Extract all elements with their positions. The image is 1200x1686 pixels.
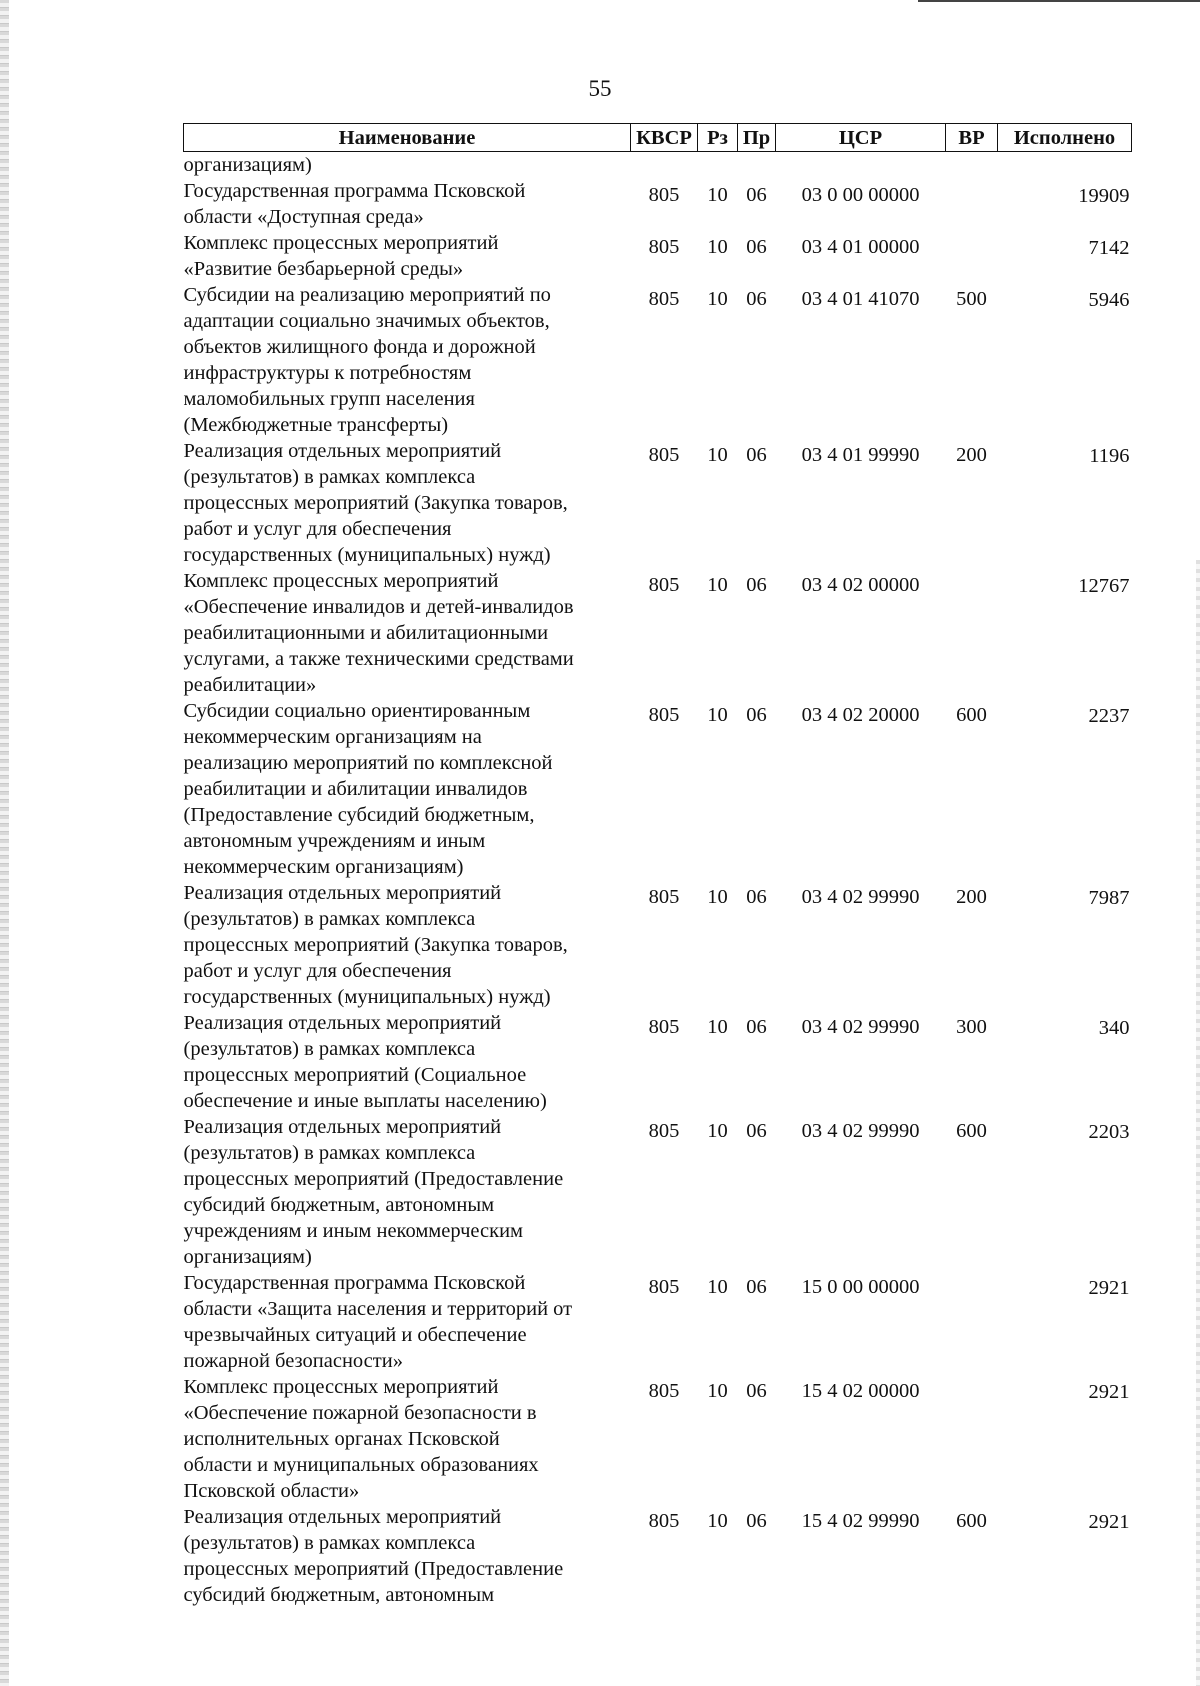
cell-name-line: процессных мероприятий (Предоставление [183, 1558, 564, 1580]
cell-vr [946, 1270, 998, 1374]
cell-name-line: процессных мероприятий (Предоставление [183, 1168, 564, 1190]
cell-vr [946, 1374, 998, 1504]
cell-name-line: государственных (муниципальных) нужд) [183, 544, 551, 566]
cell-name-line: учреждениям и иным некоммерческим [183, 1220, 524, 1242]
cell-name-line: реабилитации» [183, 674, 317, 696]
cell-rz: 10 [707, 444, 728, 466]
cell-name-line: организациям) [183, 1246, 312, 1268]
cell-kvsr: 805 [648, 288, 680, 310]
cell-executed: 2921 [1088, 1277, 1130, 1299]
cell-name-line: объектов жилищного фонда и дорожной [183, 336, 536, 358]
cell-csr: 03 4 02 20000 [801, 704, 920, 726]
cell-name-line: (результатов) в рамках комплекса [183, 1142, 476, 1164]
cell-name-line: реабилитационными и абилитационными [183, 622, 549, 644]
cell-kvsr: 805 [648, 236, 680, 258]
cell-name-line: реализацию мероприятий по комплексной [183, 752, 553, 774]
table-row [184, 1374, 1132, 1504]
cell-csr: 03 4 01 99990 [801, 444, 920, 466]
header-kvsr: КВСР [631, 124, 698, 152]
cell-rz: 10 [707, 574, 728, 596]
cell-name-line: пожарной безопасности» [183, 1350, 403, 1372]
cell-name-line: «Развитие безбарьерной среды» [183, 258, 464, 280]
cell-executed: 2921 [1088, 1511, 1130, 1533]
cell-vr: 600 [956, 1510, 987, 1532]
cell-name-line: адаптации социально значимых объектов, [183, 310, 550, 332]
cell-name-line: Реализация отдельных мероприятий [183, 1116, 502, 1138]
cell-kvsr: 805 [648, 1120, 680, 1142]
cell-executed: 7987 [1088, 887, 1130, 909]
header-csr: ЦСР [776, 124, 946, 152]
cell-pr: 06 [746, 444, 767, 466]
cell-executed: 1196 [1089, 445, 1130, 467]
cell-name-line: (результатов) в рамках комплекса [183, 908, 476, 930]
table-row [184, 230, 1132, 282]
cell-csr: 03 4 02 99990 [801, 886, 920, 908]
table-row [184, 880, 1132, 1010]
cell-kvsr: 805 [648, 444, 680, 466]
cell-rz: 10 [707, 886, 728, 908]
cell-name [184, 152, 631, 179]
cell-pr: 06 [746, 886, 767, 908]
cell-name-line: некоммерческим организациям) [183, 856, 464, 878]
cell-vr: 300 [956, 1016, 987, 1038]
cell-name-line: (Предоставление субсидий бюджетным, [183, 804, 535, 826]
cell-name-line: чрезвычайных ситуаций и обеспечение [183, 1324, 527, 1346]
cell-name-line: маломобильных групп населения [183, 388, 475, 410]
cell-name [184, 178, 631, 230]
cell-name-line: субсидий бюджетным, автономным [183, 1584, 495, 1606]
cell-executed [998, 152, 1132, 179]
cell-vr: 500 [956, 288, 987, 310]
cell-name [184, 880, 631, 1010]
cell-name [184, 230, 631, 282]
table-row [184, 1270, 1132, 1374]
cell-rz: 10 [707, 288, 728, 310]
cell-name-line: процессных мероприятий (Закупка товаров, [183, 934, 568, 956]
cell-name-line: Реализация отдельных мероприятий [183, 440, 502, 462]
cell-executed: 12767 [1078, 575, 1130, 597]
cell-name-line: исполнительных органах Псковской [183, 1428, 500, 1450]
cell-name-line: Псковской области» [183, 1480, 360, 1502]
cell-name [184, 282, 631, 438]
cell-rz: 10 [707, 1510, 728, 1532]
cell-name-line: Государственная программа Псковской [183, 180, 526, 202]
cell-executed: 2921 [1088, 1381, 1130, 1403]
cell-executed: 19909 [1078, 185, 1130, 207]
cell-name-line: Комплекс процессных мероприятий [183, 1376, 499, 1398]
table-row [184, 1114, 1132, 1270]
cell-vr: 600 [956, 1120, 987, 1142]
cell-kvsr: 805 [648, 704, 680, 726]
cell-rz: 10 [707, 184, 728, 206]
cell-name-line: (результатов) в рамках комплекса [183, 1038, 476, 1060]
cell-name [184, 1374, 631, 1504]
header-executed: Исполнено [998, 124, 1132, 152]
cell-csr: 15 4 02 99990 [801, 1510, 920, 1532]
table-row [184, 282, 1132, 438]
cell-csr: 03 4 02 99990 [801, 1016, 920, 1038]
cell-rz [698, 152, 738, 179]
table-row [184, 698, 1132, 880]
cell-pr: 06 [746, 288, 767, 310]
header-rz: Рз [698, 124, 738, 152]
cell-name-line: услугами, а также техническими средствами [183, 648, 574, 670]
cell-name-line: работ и услуг для обеспечения [183, 960, 452, 982]
cell-name-line: организациям) [183, 154, 312, 176]
cell-name-line: области «Доступная среда» [183, 206, 424, 228]
table-row [184, 1504, 1132, 1608]
cell-pr [738, 152, 776, 179]
cell-pr: 06 [746, 1276, 767, 1298]
cell-name-line: реабилитации и абилитации инвалидов [183, 778, 528, 800]
cell-vr [946, 230, 998, 282]
cell-executed: 5946 [1088, 289, 1130, 311]
cell-name-line: «Обеспечение инвалидов и детей-инвалидов [183, 596, 574, 618]
cell-kvsr: 805 [648, 574, 680, 596]
cell-kvsr [631, 152, 698, 179]
cell-name-line: Субсидии социально ориентированным [183, 700, 531, 722]
cell-csr: 03 4 02 00000 [801, 574, 920, 596]
cell-kvsr: 805 [648, 184, 680, 206]
cell-executed: 2203 [1088, 1121, 1130, 1143]
cell-name-line: (результатов) в рамках комплекса [183, 1532, 476, 1554]
cell-pr: 06 [746, 1510, 767, 1532]
cell-name-line: работ и услуг для обеспечения [183, 518, 452, 540]
cell-name-line: субсидий бюджетным, автономным [183, 1194, 495, 1216]
cell-kvsr: 805 [648, 1510, 680, 1532]
scan-edge-top [918, 0, 1200, 2]
cell-name-line: области и муниципальных образованиях [183, 1454, 539, 1476]
cell-rz: 10 [707, 1276, 728, 1298]
table-row [184, 152, 1132, 179]
cell-name-line: Комплекс процессных мероприятий [183, 232, 499, 254]
cell-name-line: (результатов) в рамках комплекса [183, 466, 476, 488]
cell-csr: 03 0 00 00000 [801, 184, 920, 206]
cell-name [184, 1010, 631, 1114]
budget-table [183, 123, 1132, 1608]
cell-name-line: Государственная программа Псковской [183, 1272, 526, 1294]
cell-pr: 06 [746, 704, 767, 726]
cell-name-line: процессных мероприятий (Социальное [183, 1064, 527, 1086]
cell-name-line: государственных (муниципальных) нужд) [183, 986, 551, 1008]
cell-rz: 10 [707, 704, 728, 726]
cell-executed: 2237 [1088, 705, 1130, 727]
cell-name-line: Реализация отдельных мероприятий [183, 882, 502, 904]
cell-rz: 10 [707, 1380, 728, 1402]
cell-pr: 06 [746, 1120, 767, 1142]
table-row [184, 1010, 1132, 1114]
cell-pr: 06 [746, 574, 767, 596]
cell-name-line: «Обеспечение пожарной безопасности в [183, 1402, 537, 1424]
cell-name [184, 698, 631, 880]
cell-pr: 06 [746, 1380, 767, 1402]
cell-executed: 340 [1098, 1017, 1130, 1039]
cell-csr: 03 4 01 41070 [801, 288, 920, 310]
cell-rz: 10 [707, 1016, 728, 1038]
cell-vr: 600 [956, 704, 987, 726]
cell-rz: 10 [707, 236, 728, 258]
cell-name [184, 438, 631, 568]
cell-csr [776, 152, 946, 179]
cell-vr [946, 152, 998, 179]
cell-name-line: Реализация отдельных мероприятий [183, 1506, 502, 1528]
cell-executed: 7142 [1088, 237, 1130, 259]
cell-vr: 200 [956, 886, 987, 908]
cell-kvsr: 805 [648, 886, 680, 908]
header-vr: ВР [946, 124, 998, 152]
table-row [184, 178, 1132, 230]
cell-pr: 06 [746, 184, 767, 206]
table-row [184, 438, 1132, 568]
cell-name [184, 568, 631, 698]
header-name: Наименование [184, 124, 631, 152]
table-header-row [184, 124, 1132, 152]
cell-name-line: области «Защита населения и территорий от [183, 1298, 573, 1320]
cell-name-line: Реализация отдельных мероприятий [183, 1012, 502, 1034]
cell-pr: 06 [746, 1016, 767, 1038]
cell-kvsr: 805 [648, 1380, 680, 1402]
table-body [184, 152, 1132, 1609]
page-number: 55 [588, 76, 612, 101]
header-pr: Пр [738, 124, 776, 152]
cell-csr: 03 4 01 00000 [801, 236, 920, 258]
cell-name-line: автономным учреждениям и иным [183, 830, 486, 852]
cell-name-line: инфраструктуры к потребностям [183, 362, 472, 384]
cell-csr: 15 0 00 00000 [801, 1276, 920, 1298]
cell-name-line: процессных мероприятий (Закупка товаров, [183, 492, 568, 514]
cell-kvsr: 805 [648, 1016, 680, 1038]
cell-name-line: некоммерческим организациям на [183, 726, 482, 748]
cell-vr [946, 178, 998, 230]
table-row [184, 568, 1132, 698]
cell-name-line: Субсидии на реализацию мероприятий по [183, 284, 551, 306]
cell-name [184, 1504, 631, 1608]
cell-kvsr: 805 [648, 1276, 680, 1298]
cell-csr: 03 4 02 99990 [801, 1120, 920, 1142]
cell-name-line: (Межбюджетные трансферты) [183, 414, 449, 436]
cell-name [184, 1270, 631, 1374]
cell-csr: 15 4 02 00000 [801, 1380, 920, 1402]
cell-name-line: Комплекс процессных мероприятий [183, 570, 499, 592]
scan-edge-left [0, 0, 9, 1686]
cell-vr: 200 [956, 444, 987, 466]
cell-pr: 06 [746, 236, 767, 258]
cell-rz: 10 [707, 1120, 728, 1142]
cell-name [184, 1114, 631, 1270]
cell-vr [946, 568, 998, 698]
cell-name-line: обеспечение и иные выплаты населению) [183, 1090, 547, 1112]
scan-edge-right [1196, 560, 1200, 1686]
